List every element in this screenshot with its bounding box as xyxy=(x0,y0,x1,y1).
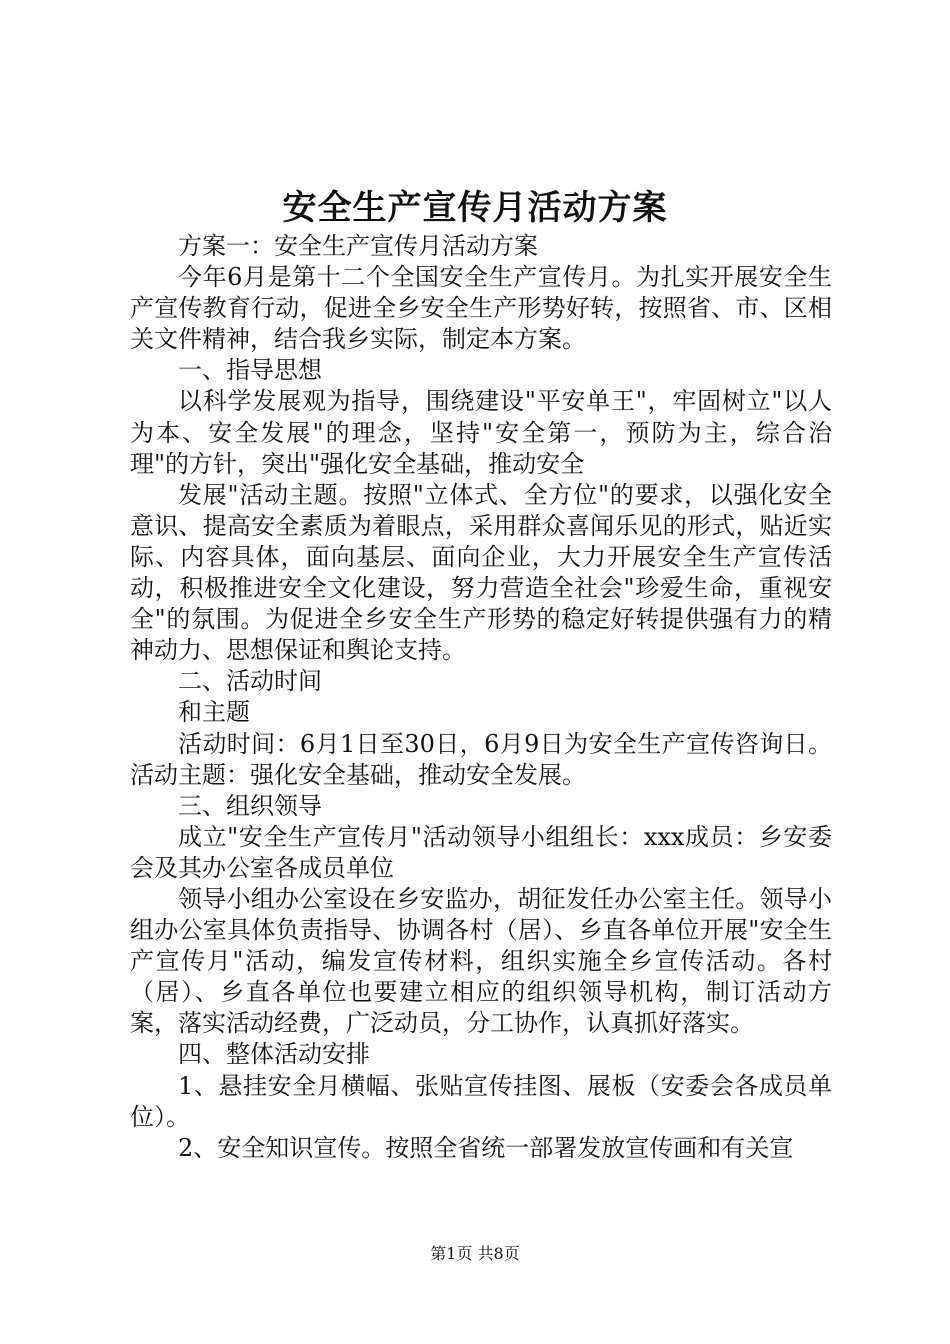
section-heading: 四、整体活动安排 xyxy=(178,1040,370,1069)
page-footer: 第1页 共8页 xyxy=(430,1244,520,1263)
paragraph: 以科学发展观为指导，围绕建设"平安单王"，牢固树立"以人为本、安全发展"的理念，坚持"安全第一，预防为主，综合治理"的方针，突出"强化安全基础，推动安全 xyxy=(130,387,832,478)
paragraph: 2、安全知识宣传。按照全省统一部署发放宣传画和有关宣 xyxy=(178,1133,794,1162)
paragraph: 活动时间：6月1日至30日，6月9日为安全生产宣传咨询日。活动主题：强化安全基础，推动安全发展。 xyxy=(130,729,832,789)
section-heading: 二、活动时间 xyxy=(178,667,322,696)
paragraph: 发展"活动主题。按照"立体式、全方位"的要求，以强化安全意识、提高安全素质为着眼点，采用群众喜闻乐见的形式，贴近实际、内容具体，面向基层、面向企业，大力开展安全生产宣传活动，积极推进安全文化建设，努力营造全社会"珍爱生命，重视安全"的氛围。为促进全乡安全生产形势的稳定好转提供强有力的精神动力、思想保证和舆论支持。 xyxy=(130,480,832,665)
document-title: 安全生产宣传月活动方案 xyxy=(282,188,668,228)
paragraph: 和主题 xyxy=(178,698,250,727)
paragraph: 领导小组办公室设在乡安监办，胡征发任办公室主任。领导小组办公室具体负责指导、协调各村（居）、乡直各单位开展"安全生产宣传月"活动，编发宣传材料，组织实施全乡宣传活动。各村（居）、乡直各单位也要建立相应的组织领导机构，制订活动方案，落实活动经费，广泛动员，分工协作，认真抓好落实。 xyxy=(130,884,832,1038)
paragraph: 成立"安全生产宣传月"活动领导小组组长：xxx成员：乡安委会及其办公室各成员单位 xyxy=(130,822,832,882)
paragraph: 1、悬挂安全月横幅、张贴宣传挂图、展板（安委会各成员单位）。 xyxy=(130,1071,832,1131)
section-heading: 三、组织领导 xyxy=(178,791,322,820)
paragraph: 今年6月是第十二个全国安全生产宣传月。为扎实开展安全生产宣传教育行动，促进全乡安全生产形势好转，按照省、市、区相关文件精神，结合我乡实际，制定本方案。 xyxy=(130,263,832,354)
paragraph: 方案一：安全生产宣传月活动方案 xyxy=(178,232,538,260)
section-heading: 一、指导思想 xyxy=(178,356,322,385)
document-body xyxy=(130,231,832,1164)
